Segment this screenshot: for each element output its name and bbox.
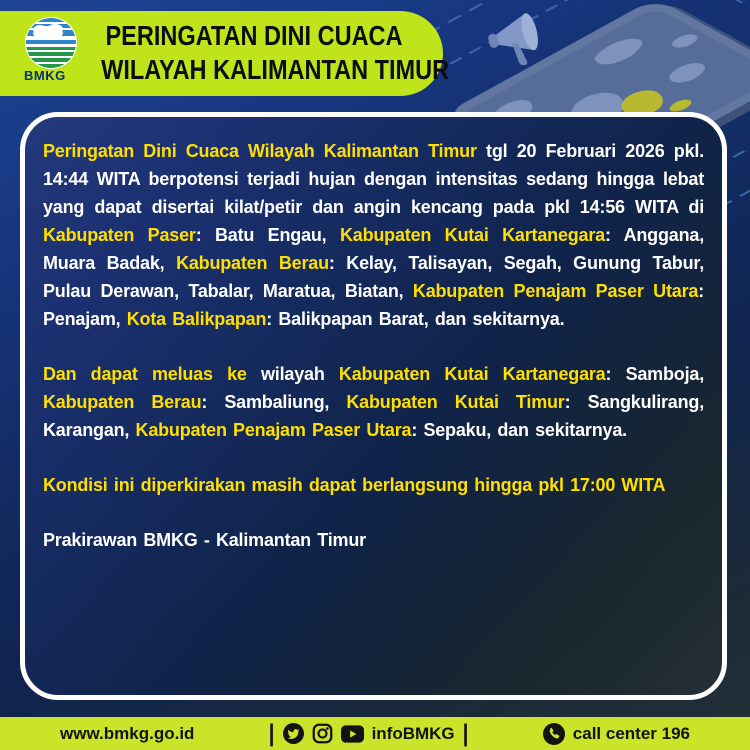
megaphone-icon	[484, 12, 544, 73]
warning-paragraph-duration	[43, 471, 704, 499]
body-text: wilayah	[246, 364, 339, 384]
youtube-icon[interactable]	[341, 725, 364, 743]
highlighted-text: Kabupaten Paser	[43, 225, 196, 245]
body-text: : Batu Engau,	[195, 225, 340, 245]
phone-icon	[543, 723, 565, 745]
body-text: : Sangkulirang, Karangan,	[43, 392, 704, 440]
body-text: Prakirawan BMKG - Kalimantan Timur	[43, 530, 366, 550]
highlighted-text: Kabupaten Kutai Timur	[346, 392, 565, 412]
bmkg-logo-label: BMKG	[24, 68, 66, 83]
website-link[interactable]: www.bmkg.go.id	[60, 723, 195, 743]
highlighted-text: Kota Balikpapan	[126, 309, 267, 329]
highlighted-text: Kabupaten Penajam Paser Utara	[135, 420, 412, 440]
bmkg-logo-icon	[24, 16, 78, 70]
body-text: : Balikpapan Barat, dan sekitarnya.	[266, 309, 565, 329]
forecaster-signature	[43, 526, 704, 554]
warning-paragraph-main	[43, 137, 704, 333]
body-text: : Kelay, Talisayan, Segah, Gunung Tabur, Pulau Derawan, Tabalar, Maratua, Biatan,	[43, 253, 705, 301]
warning-panel	[20, 112, 727, 700]
highlighted-text: Kabupaten Kutai Kartanegara	[339, 225, 605, 245]
instagram-icon[interactable]	[312, 723, 333, 744]
title-line-2: WILAYAH KALIMANTAN TIMUR	[101, 54, 450, 85]
highlighted-text: Kabupaten Kutai Kartanegara	[338, 364, 606, 384]
warning-paragraph-spread	[43, 360, 704, 444]
footer-separator: |	[462, 719, 469, 747]
highlighted-text: Peringatan Dini Cuaca Wilayah Kalimantan Timur	[43, 141, 477, 161]
header-banner	[0, 11, 450, 96]
highlighted-text: Dan dapat meluas ke	[43, 364, 247, 384]
body-text: : Anggana, Muara Badak,	[43, 225, 704, 273]
body-text: : Samboja,	[605, 364, 704, 384]
footer-separator: |	[268, 719, 275, 747]
call-center-group	[543, 723, 690, 745]
highlighted-text: Kabupaten Berau	[43, 392, 202, 412]
twitter-icon[interactable]	[283, 723, 304, 744]
header-titles	[72, 19, 450, 87]
footer-bar	[0, 717, 750, 750]
body-text: tgl 20 Februari 2026 pkl. 14:44 WITA berpotensi terjadi hujan dengan intensitas sedang hingga lebat yang dapat disertai kilat/petir dan angin kencang pada pkl 14:56 WITA di	[43, 141, 704, 217]
body-text: : Penajam,	[43, 281, 704, 329]
highlighted-text: Kabupaten Berau	[176, 253, 329, 273]
body-text: : Sepaku, dan sekitarnya.	[411, 420, 627, 440]
social-handle: infoBMKG	[371, 723, 455, 743]
call-center-label: call center 196	[572, 723, 690, 743]
website-group	[60, 724, 194, 744]
title-line-1: PERINGATAN DINI CUACA	[105, 20, 403, 51]
highlighted-text: Kondisi ini diperkirakan masih dapat berlangsung hingga pkl 17:00 WITA	[43, 475, 666, 495]
highlighted-text: Kabupaten Penajam Paser Utara	[412, 281, 699, 301]
body-text: : Sambaliung,	[201, 392, 347, 412]
social-group	[268, 719, 469, 747]
